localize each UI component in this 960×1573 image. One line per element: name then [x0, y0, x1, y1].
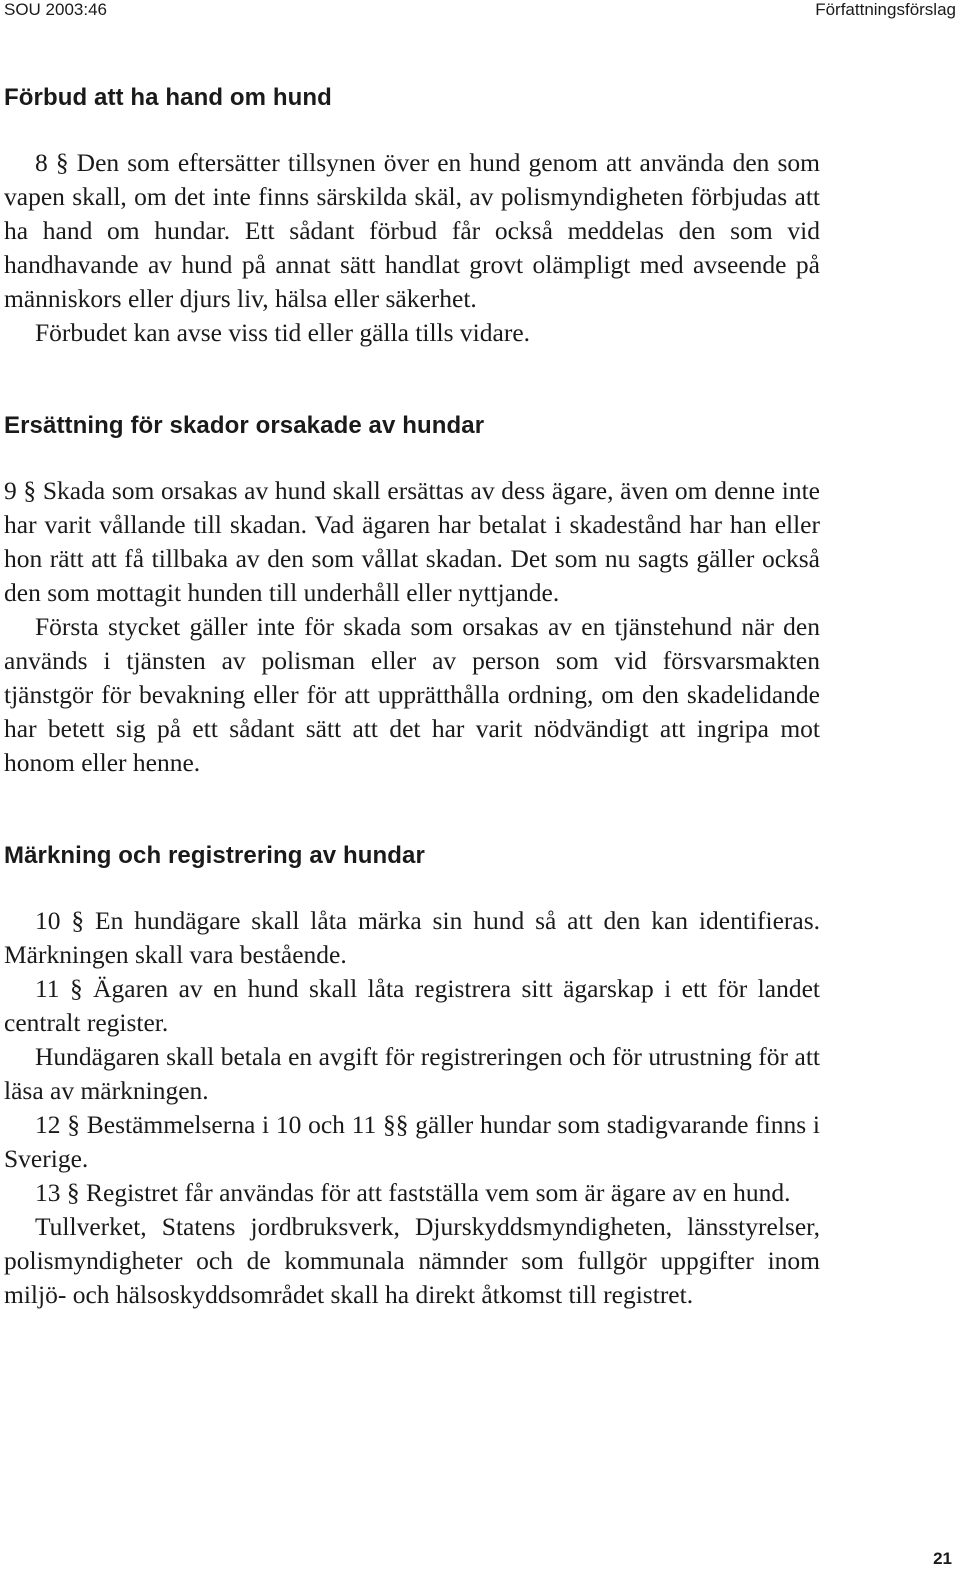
paragraph-10: 10 § En hundägare skall låta märka sin hund så att den kan identifieras. Märkningen skall vara bestående. — [4, 906, 820, 969]
report-number: SOU 2003:46 — [4, 0, 108, 19]
section-label: Författningsförslag — [815, 0, 956, 19]
paragraph: Förbudet kan avse viss tid eller gälla tills vidare. — [35, 318, 531, 347]
section-markning — [4, 842, 820, 1312]
document-body — [4, 84, 820, 1374]
paragraph-9: 9 § Skada som orsakas av hund skall ersättas av dess ägare, även om denne inte har varit vållande till skadan. Vad ägaren har betalat i skadestånd har han eller hon rätt att få tillbaka av den som vållat skadan. Det som nu sagts gäller också den som mottagit hunden till underhåll eller nyttjande. — [4, 476, 820, 607]
paragraph-13: 13 § Registret får användas för att fastställa vem som är ägare av en hund. — [35, 1178, 791, 1207]
section-heading: Förbud att ha hand om hund — [4, 84, 332, 111]
paragraph-12: 12 § Bestämmelserna i 10 och 11 §§ gäller hundar som stadigvarande finns i Sverige. — [4, 1110, 820, 1173]
section-forbud — [4, 84, 820, 350]
running-header — [4, 0, 956, 24]
paragraph-11: 11 § Ägaren av en hund skall låta registrera sitt ägarskap i ett för landet centralt register. — [4, 974, 820, 1037]
paragraph: Första stycket gäller inte för skada som orsakas av en tjänstehund när den används i tjänsten av polisman eller av person som vid försvarsmakten tjänstgör för bevakning eller för att upprätthålla ordning, om den skadelidande har betett sig på ett sådant sätt att det har varit nödvändigt att ingripa mot honom eller henne. — [4, 612, 820, 777]
paragraph: Tullverket, Statens jordbruksverk, Djurskyddsmyndigheten, länsstyrelser, polismyndigheter och de kommunala nämnder som fullgör uppgifter inom miljö- och hälsoskyddsområdet skall ha direkt åtkomst till registret. — [4, 1212, 820, 1309]
section-heading: Märkning och registrering av hundar — [4, 842, 425, 869]
paragraph: Hundägaren skall betala en avgift för registreringen och för utrustning för att läsa av märkningen. — [4, 1042, 820, 1105]
paragraph-8: 8 § Den som eftersätter tillsynen över en hund genom att använda den som vapen skall, om det inte finns särskilda skäl, av polismyndigheten förbjudas att ha hand om hundar. Ett sådant förbud får också meddelas den som vid handhavande av hund på annat sätt handlat grovt olämpligt med avseende på människors eller djurs liv, hälsa eller säkerhet. — [4, 148, 820, 313]
section-ersattning — [4, 412, 820, 780]
page-number: 21 — [933, 1549, 952, 1568]
section-heading: Ersättning för skador orsakade av hundar — [4, 412, 485, 439]
